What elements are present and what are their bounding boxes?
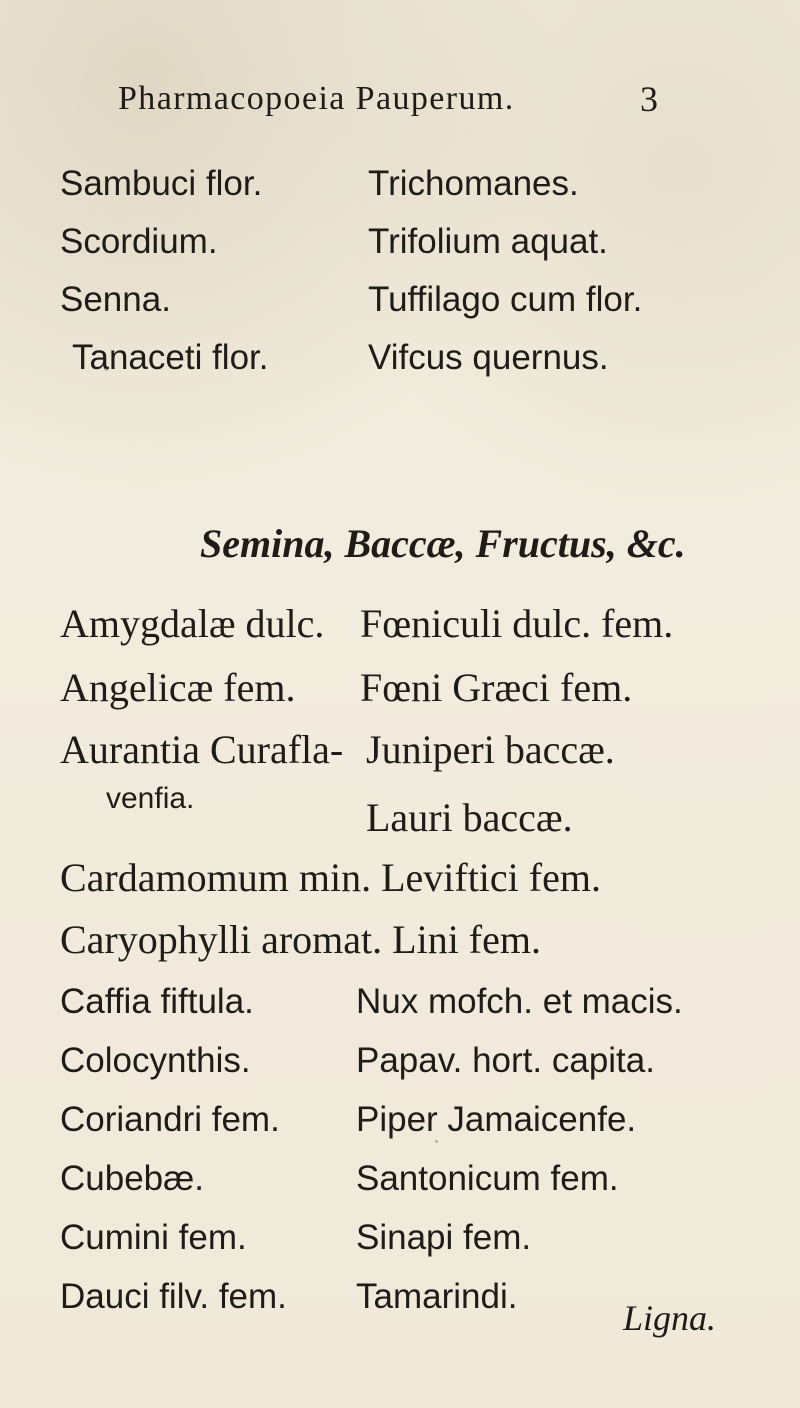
running-title: Pharmacopoeia Pauperum. — [118, 80, 515, 117]
entry-angelicae: Angelicæ fem. — [60, 665, 296, 710]
entry-bottom-left-1: Caffia fiftula. — [60, 982, 254, 1021]
page-number: 3 — [640, 79, 658, 119]
page-header — [118, 74, 658, 122]
entry-bottom-left-5: Cumini fem. — [60, 1218, 247, 1257]
entry-left-3: Senna. — [60, 280, 171, 319]
entry-amygdalae: Amygdalæ dulc. — [60, 601, 325, 646]
catchword: Ligna. — [623, 1298, 717, 1338]
entry-right-4: Vifcus quernus. — [368, 338, 609, 377]
entry-venfia: venfia. — [106, 782, 195, 815]
entry-left-1: Sambuci flor. — [60, 164, 263, 203]
entry-bottom-right-5: Sinapi fem. — [356, 1218, 532, 1257]
entry-bottom-left-6: Dauci filv. fem. — [60, 1277, 287, 1316]
entry-bottom-right-4: Santonicum fem. — [356, 1159, 619, 1198]
entry-left-4: Tanaceti flor. — [72, 338, 269, 377]
section-title: Semina, Baccæ, Fructus, &c. — [200, 521, 686, 566]
entry-foeni: Fœni Græci fem. — [360, 665, 633, 710]
entry-bottom-right-3: Piper Jamaicenfe. — [356, 1100, 637, 1139]
entry-right-1: Trichomanes. — [368, 164, 579, 203]
entry-caryophylli: Caryophylli aromat. Lini fem. — [60, 917, 541, 962]
entry-right-2: Trifolium aquat. — [368, 222, 608, 261]
entry-right-3: Tuffilago cum flor. — [368, 280, 643, 319]
entry-bottom-left-3: Coriandri fem. — [60, 1100, 280, 1139]
entry-cardamomum: Cardamomum min. Leviftici fem. — [60, 855, 601, 900]
entry-aurantia: Aurantia Curafla- — [60, 727, 344, 772]
entry-bottom-right-6: Tamarindi. — [356, 1277, 518, 1316]
paper-speck — [435, 1140, 438, 1143]
entry-foeniculi: Fœniculi dulc. fem. — [360, 601, 674, 646]
entry-bottom-left-4: Cubebæ. — [60, 1159, 204, 1198]
entry-lauri: Lauri baccæ. — [366, 795, 573, 840]
entry-bottom-right-1: Nux mofch. et macis. — [356, 982, 683, 1021]
entry-bottom-right-2: Papav. hort. capita. — [356, 1041, 655, 1080]
entry-juniperi: Juniperi baccæ. — [366, 727, 615, 772]
entry-bottom-left-2: Colocynthis. — [60, 1041, 251, 1080]
entry-left-2: Scordium. — [60, 222, 218, 261]
